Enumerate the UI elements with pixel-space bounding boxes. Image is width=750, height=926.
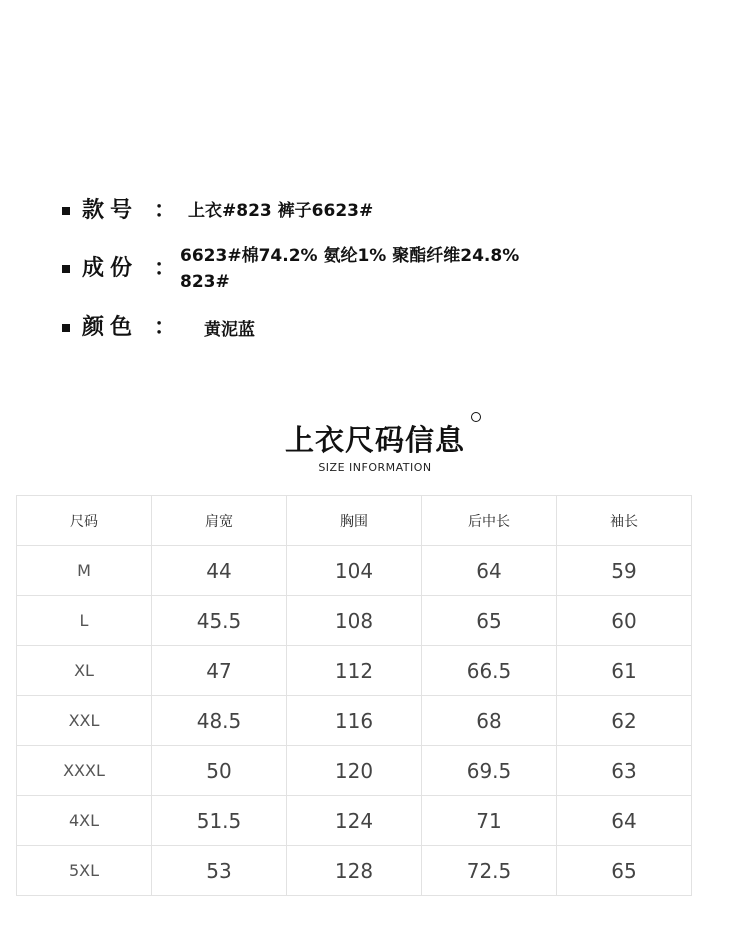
cell-length: 65	[422, 596, 557, 646]
cell-shoulder: 44	[152, 546, 287, 596]
size-table	[16, 495, 692, 896]
composition-line-2: 823#	[180, 272, 230, 292]
color-colon: ：	[154, 315, 177, 340]
bullet-icon	[62, 207, 70, 215]
cell-length: 71	[422, 796, 557, 846]
table-row	[17, 846, 692, 896]
degree-circle-icon	[471, 412, 481, 422]
color-value: 黄泥蓝	[204, 320, 256, 340]
header-chest: 胸围	[287, 496, 422, 546]
bullet-icon	[62, 265, 70, 273]
cell-sleeve: 62	[557, 696, 692, 746]
cell-size: XXL	[17, 696, 152, 746]
header-shoulder: 肩宽	[152, 496, 287, 546]
cell-sleeve: 63	[557, 746, 692, 796]
style-number-colon: ：	[154, 198, 177, 223]
cell-size: XXXL	[17, 746, 152, 796]
composition-row	[62, 243, 519, 295]
cell-shoulder: 45.5	[152, 596, 287, 646]
cell-chest: 112	[287, 646, 422, 696]
cell-shoulder: 51.5	[152, 796, 287, 846]
table-row	[17, 796, 692, 846]
cell-sleeve: 59	[557, 546, 692, 596]
composition-value	[180, 243, 519, 295]
cell-size: M	[17, 546, 152, 596]
header-size: 尺码	[17, 496, 152, 546]
cell-sleeve: 61	[557, 646, 692, 696]
cell-length: 64	[422, 546, 557, 596]
cell-sleeve: 60	[557, 596, 692, 646]
table-row	[17, 596, 692, 646]
size-info-heading	[0, 418, 750, 474]
header-sleeve: 袖长	[557, 496, 692, 546]
color-label: 颜色	[82, 315, 139, 340]
cell-length: 72.5	[422, 846, 557, 896]
cell-chest: 128	[287, 846, 422, 896]
composition-label: 成份	[82, 256, 139, 281]
cell-length: 68	[422, 696, 557, 746]
table-row	[17, 546, 692, 596]
cell-chest: 108	[287, 596, 422, 646]
header-length: 后中长	[422, 496, 557, 546]
cell-size: 5XL	[17, 846, 152, 896]
cell-shoulder: 50	[152, 746, 287, 796]
table-header-row	[17, 496, 692, 546]
cell-chest: 124	[287, 796, 422, 846]
cell-shoulder: 53	[152, 846, 287, 896]
size-info-subtitle: SIZE INFORMATION	[318, 461, 432, 474]
style-number-label: 款号	[82, 198, 139, 223]
cell-sleeve: 64	[557, 796, 692, 846]
cell-chest: 120	[287, 746, 422, 796]
table-row	[17, 696, 692, 746]
cell-size: XL	[17, 646, 152, 696]
cell-shoulder: 48.5	[152, 696, 287, 746]
cell-sleeve: 65	[557, 846, 692, 896]
table-row	[17, 646, 692, 696]
cell-size: 4XL	[17, 796, 152, 846]
cell-chest: 104	[287, 546, 422, 596]
cell-length: 66.5	[422, 646, 557, 696]
composition-line-1: 6623#棉74.2% 氨纶1% 聚酯纤维24.8%	[180, 246, 520, 266]
size-info-title	[285, 418, 465, 459]
cell-shoulder: 47	[152, 646, 287, 696]
bullet-icon	[62, 324, 70, 332]
cell-length: 69.5	[422, 746, 557, 796]
cell-size: L	[17, 596, 152, 646]
style-number-value: 上衣#823 裤子6623#	[188, 201, 374, 221]
style-number-row	[62, 198, 373, 224]
table-row	[17, 746, 692, 796]
size-info-title-text: 上衣尺码信息	[284, 423, 465, 457]
color-row	[62, 315, 255, 343]
composition-colon: ：	[154, 256, 177, 281]
cell-chest: 116	[287, 696, 422, 746]
